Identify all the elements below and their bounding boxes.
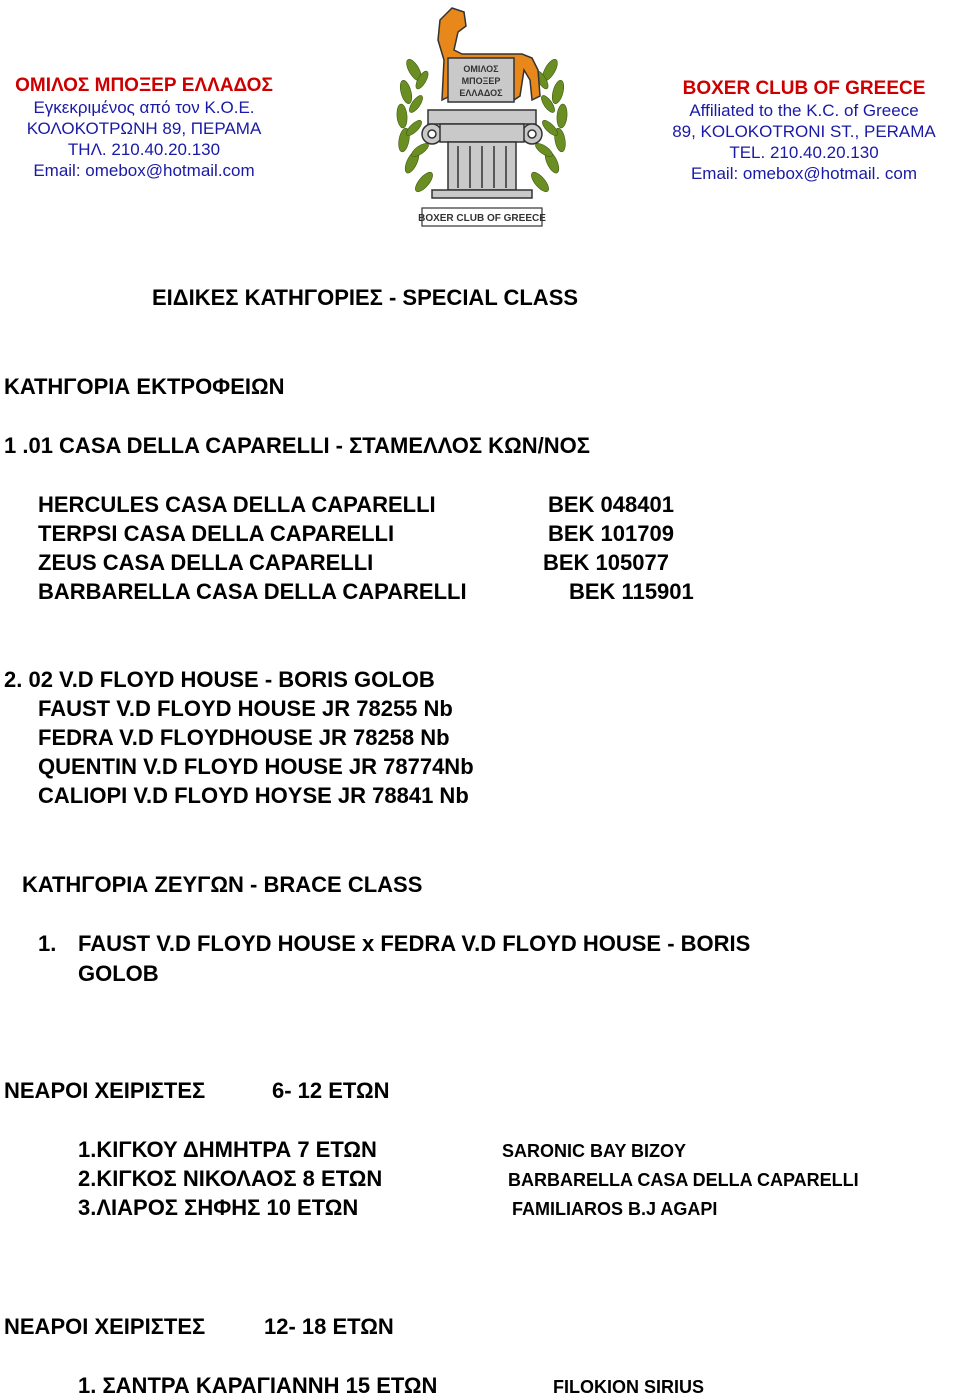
junior-handlers-title: ΝΕΑΡΟΙ ΧΕΙΡΙΣΤΕΣ bbox=[4, 1078, 206, 1103]
entry-1-dog-name: BARBARELLA CASA DELLA CAPARELLI bbox=[38, 579, 467, 604]
plaque bbox=[448, 58, 514, 102]
header-left bbox=[4, 75, 284, 181]
club-name-greek: ΟΜΙΛΟΣ ΜΠΟΞΕΡ ΕΛΛΑΔΟΣ bbox=[15, 75, 273, 96]
entry-2-dog: QUENTIN V.D FLOYD HOUSE JR 78774Nb bbox=[38, 754, 474, 779]
special-class-title: ΕΙΔΙΚΕΣ ΚΑΤΗΓΟΡΙΕΣ - SPECIAL CLASS bbox=[152, 285, 579, 310]
junior-handler: 2.ΚΙΓΚΟΣ ΝΙΚΟΛΑΟΣ 8 ΕΤΩΝ bbox=[78, 1166, 383, 1191]
email-greek: Email: omebox@hotmail.com bbox=[33, 161, 255, 180]
junior-handlers-ages: 6- 12 ΕΤΩΝ bbox=[272, 1078, 390, 1103]
junior-handler-dog: BARBARELLA CASA DELLA CAPARELLI bbox=[508, 1170, 859, 1190]
entry-1-dog-reg: ΒΕΚ 105077 bbox=[543, 550, 669, 575]
affiliation-english: Affiliated to the K.C. of Greece bbox=[689, 101, 919, 120]
brace-entry-line2: GOLOB bbox=[78, 961, 159, 986]
entry-2-heading: 2. 02 V.D FLOYD HOUSE - BORIS GOLOB bbox=[4, 667, 435, 692]
phone-english: TEL. 210.40.20.130 bbox=[729, 143, 879, 162]
entry-1-heading: 1 .01 CASA DELLA CAPARELLI - ΣΤΑΜΕΛΛΟΣ ΚΩΝ/ΝΟΣ bbox=[4, 433, 590, 458]
brace-class-title: ΚΑΤΗΓΟΡΙΑ ΖΕΥΓΩΝ - BRACE CLASS bbox=[22, 872, 423, 897]
banner bbox=[418, 208, 546, 226]
junior-handler: 1.ΚΙΓΚΟΥ ΔΗΜΗΤΡΑ 7 ΕΤΩΝ bbox=[78, 1137, 377, 1162]
entry-1-dog-reg: ΒΕΚ 101709 bbox=[548, 521, 674, 546]
entry-2-dog: FAUST V.D FLOYD HOUSE JR 78255 Nb bbox=[38, 696, 453, 721]
brace-entry-line1: FAUST V.D FLOYD HOUSE x FEDRA V.D FLOYD HOUSE - BORIS bbox=[78, 931, 751, 956]
affiliation-greek: Εγκεκριμένος από τον Κ.Ο.Ε. bbox=[33, 98, 255, 117]
email-english: Email: omebox@hotmail. com bbox=[690, 164, 918, 183]
junior-handler: 1. ΣΑΝΤΡΑ ΚΑΡΑΓΙΑΝΝΗ 15 ΕΤΩΝ bbox=[78, 1373, 438, 1398]
entry-1-dog-name: ZEUS CASA DELLA CAPARELLI bbox=[38, 550, 374, 575]
header-right bbox=[654, 78, 954, 184]
brace-entry-number: 1. bbox=[38, 931, 57, 956]
column-capital bbox=[422, 110, 542, 198]
junior-handler-dog: FILOKION SIRIUS bbox=[553, 1377, 705, 1397]
entry-1-dog-name: TERPSI CASA DELLA CAPARELLI bbox=[38, 521, 395, 546]
junior-handlers-title: ΝΕΑΡΟΙ ΧΕΙΡΙΣΤΕΣ bbox=[4, 1314, 206, 1339]
svg-text:BOXER CLUB OF GREECE: BOXER CLUB OF GREECE bbox=[418, 213, 546, 224]
junior-handler-dog: FAMILIAROS B.J AGAPI bbox=[512, 1199, 718, 1219]
entry-2-dog: FEDRA V.D FLOYDHOUSE JR 78258 Nb bbox=[38, 725, 450, 750]
svg-text:ΜΠΟΞΕΡ: ΜΠΟΞΕΡ bbox=[461, 76, 501, 86]
svg-text:ΕΛΛΑΔΟΣ: ΕΛΛΑΔΟΣ bbox=[459, 88, 503, 98]
phone-greek: ΤΗΛ. 210.40.20.130 bbox=[67, 140, 221, 159]
boxer-club-logo bbox=[392, 0, 572, 235]
entry-1-dog-name: HERCULES CASA DELLA CAPARELLI bbox=[38, 492, 436, 517]
svg-text:ΟΜΙΛΟΣ: ΟΜΙΛΟΣ bbox=[463, 64, 499, 74]
junior-handlers-ages: 12- 18 ΕΤΩΝ bbox=[264, 1314, 394, 1339]
junior-handler-dog: SARONIC BAY BIZOY bbox=[502, 1141, 687, 1161]
breeders-class-title: ΚΑΤΗΓΟΡΙΑ ΕΚΤΡΟΦΕΙΩΝ bbox=[4, 374, 285, 399]
club-name-english: BOXER CLUB OF GREECE bbox=[682, 78, 926, 99]
address-english: 89, KOLOKOTRONI ST., PERAMA bbox=[672, 122, 936, 141]
junior-handler: 3.ΛΙΑΡΟΣ ΣΗΦΗΣ 10 ΕΤΩΝ bbox=[78, 1195, 359, 1220]
entry-1-dog-reg: ΒΕΚ 048401 bbox=[548, 492, 674, 517]
entry-2-dog: CALIOPI V.D FLOYD HOYSE JR 78841 Nb bbox=[38, 783, 469, 808]
entry-1-dog-reg: ΒΕΚ 115901 bbox=[569, 579, 694, 604]
address-greek: ΚΟΛΟΚΟΤΡΩΝΗ 89, ΠΕΡΑΜΑ bbox=[26, 119, 262, 138]
